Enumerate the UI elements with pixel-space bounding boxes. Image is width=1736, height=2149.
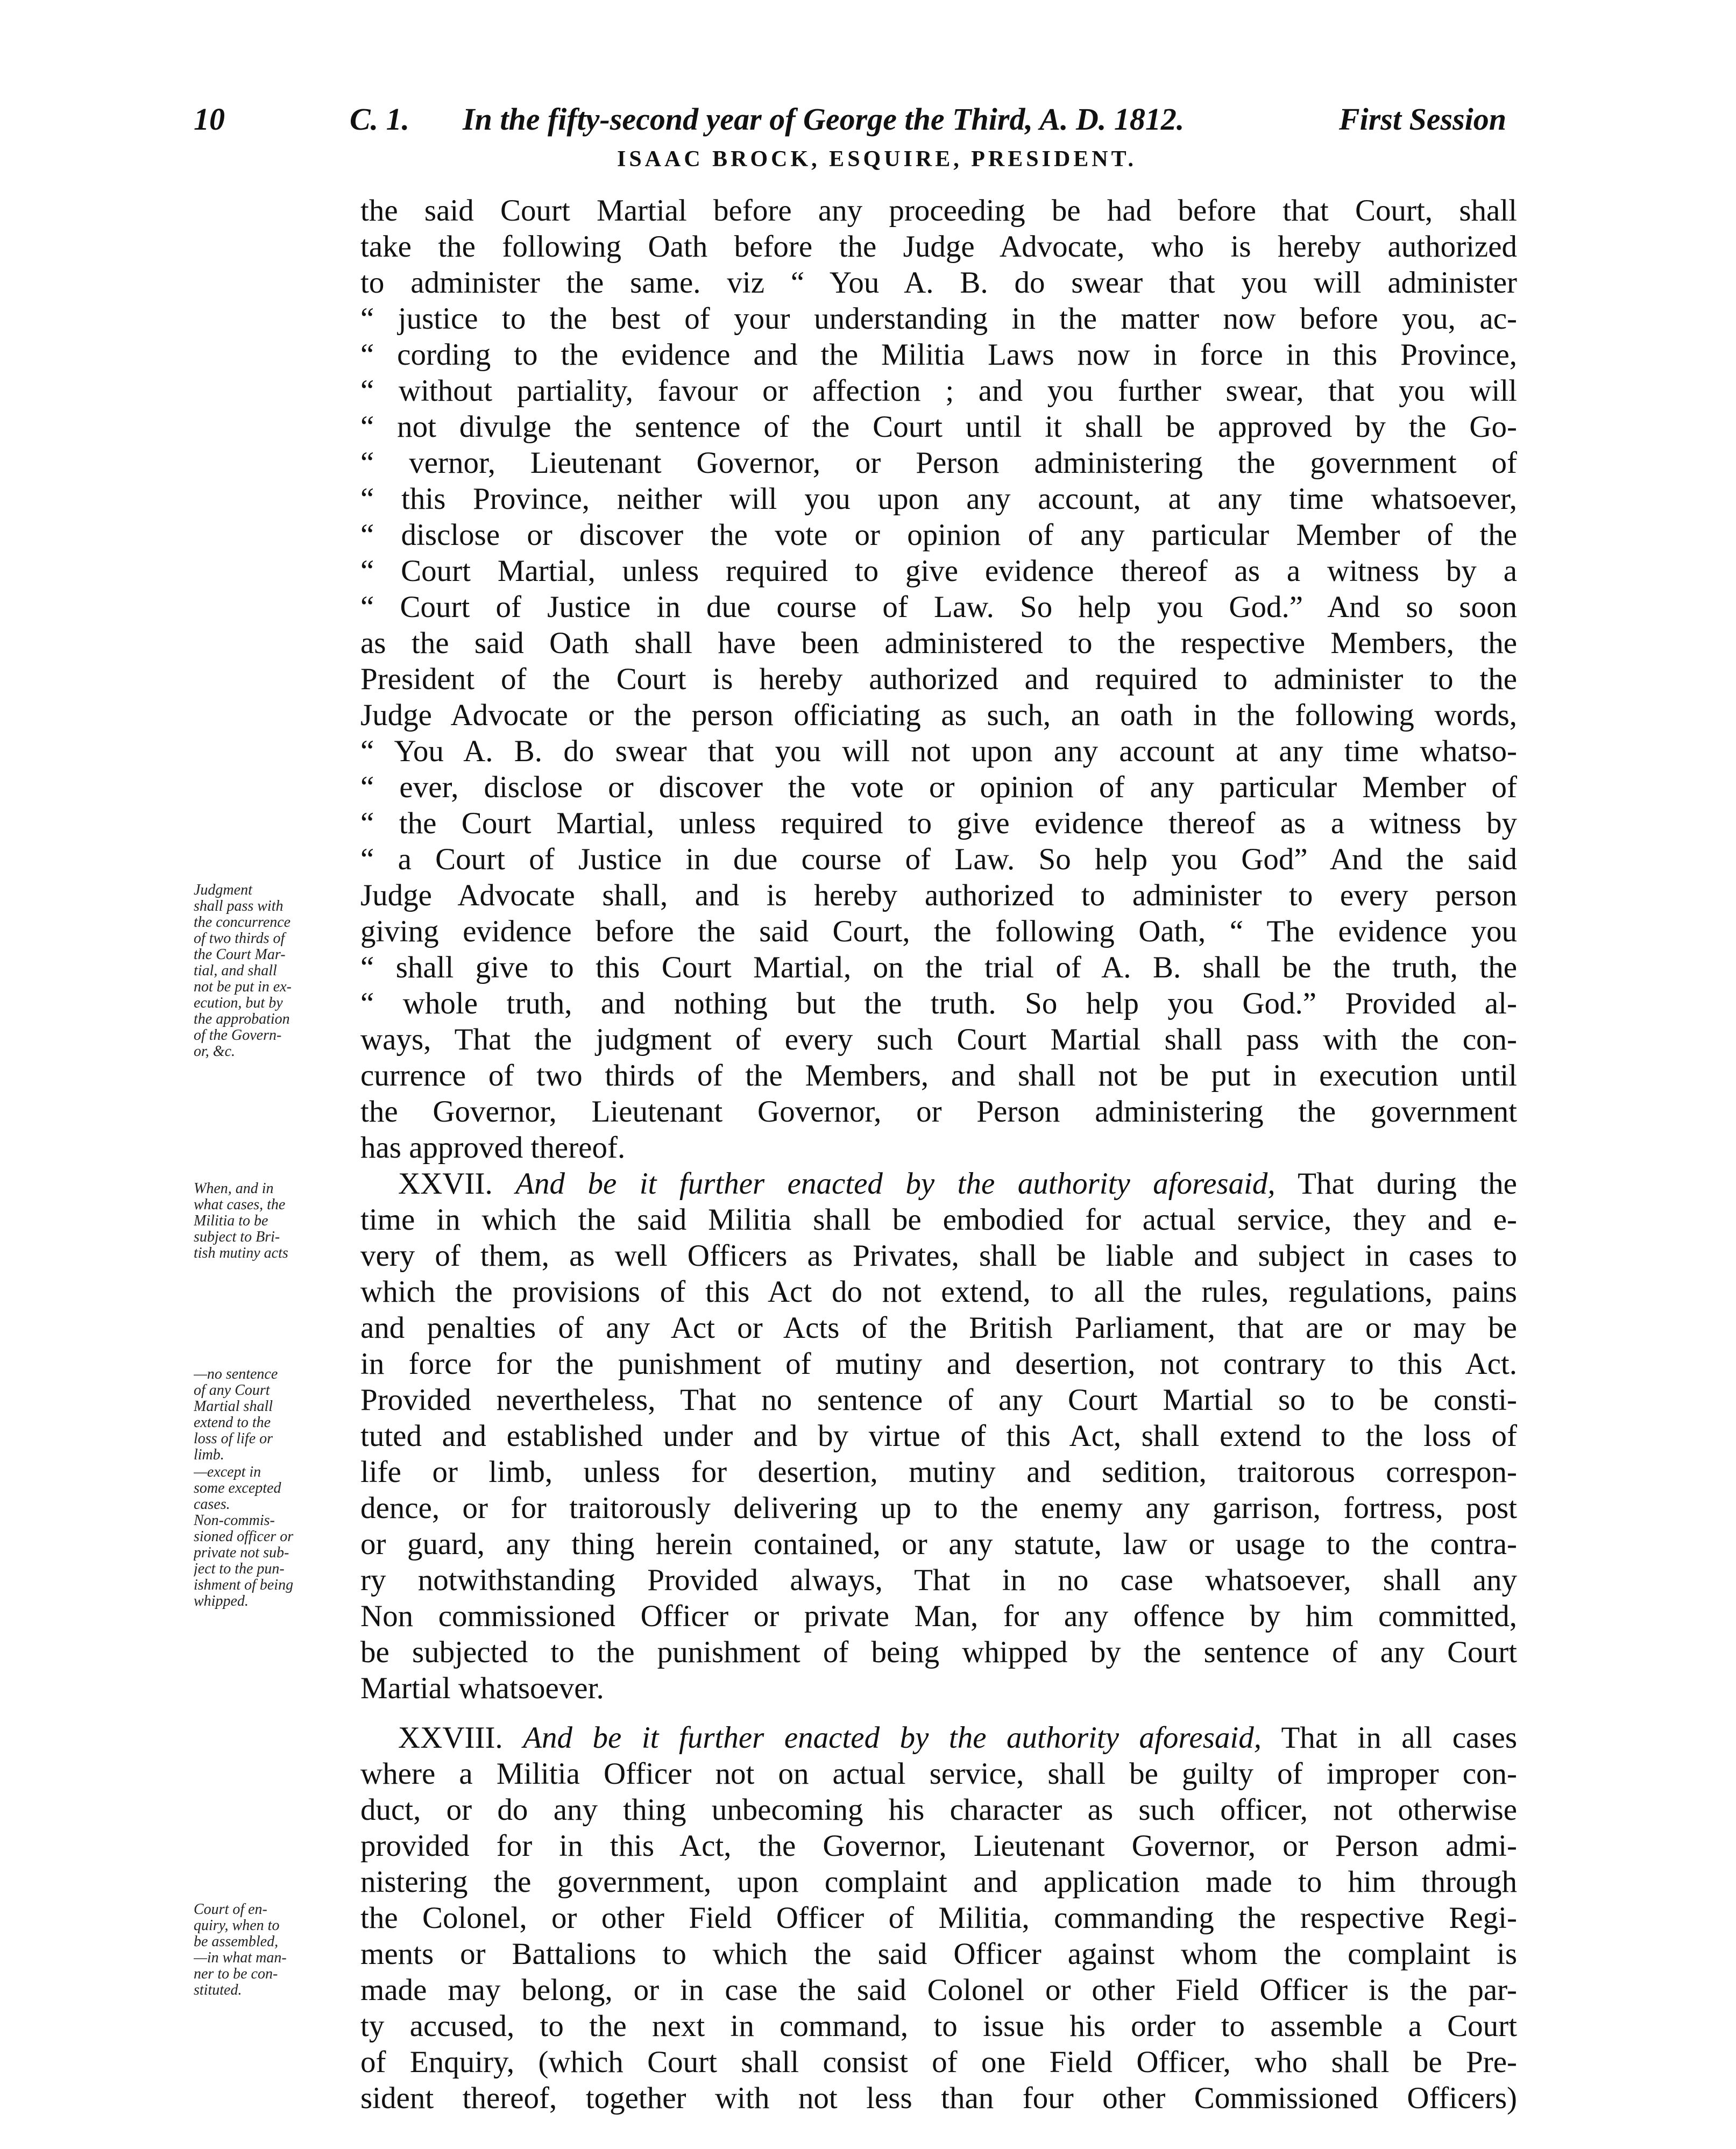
text-line: Non commissioned Officer or private Man, for any offence by him committed,: [360, 1599, 1517, 1633]
margin-note-line: private not sub-: [194, 1545, 289, 1561]
text-line: ments or Battalions to which the said Officer against whom the complaint is: [360, 1937, 1517, 1971]
text-line: Judge Advocate shall, and is hereby authorized to administer to every person: [360, 878, 1517, 912]
margin-note-line: shall pass with: [194, 898, 284, 914]
margin-note-line: Judgment: [194, 882, 252, 898]
text-line: duct, or do any thing unbecoming his character as such officer, not otherwise: [360, 1793, 1517, 1827]
margin-note-line: Court of en-: [194, 1902, 267, 1918]
session-label: First Session: [1338, 102, 1506, 137]
text-line: life or limb, unless for desertion, mutiny and sedition, traitorous correspon-: [360, 1455, 1517, 1489]
text-line: “ Court of Justice in due course of Law. So help you God.” And so soon: [360, 590, 1517, 624]
margin-note-except: [194, 1464, 350, 1513]
margin-note-line: extend to the: [194, 1415, 271, 1431]
text-line: “ this Province, neither will you upon any account, at any time whatsoever,: [360, 482, 1517, 516]
text-line: be subjected to the punishment of being whipped by the sentence of any Court: [360, 1635, 1517, 1669]
text-line: provided for in this Act, the Governor, Lieutenant Governor, or Person admi-: [360, 1829, 1517, 1863]
margin-note-line: loss of life or: [194, 1431, 273, 1447]
margin-note-line: ishment of being: [194, 1577, 294, 1593]
chapter-label: C. 1.: [350, 102, 410, 137]
margin-note-line: subject to Bri-: [194, 1229, 280, 1245]
margin-note-line: of any Court: [194, 1382, 270, 1399]
text-line: “ the Court Martial, unless required to give evidence thereof as a witness by: [360, 806, 1517, 840]
margin-note-line: When, and in: [194, 1181, 274, 1197]
margin-note-line: ner to be con-: [194, 1966, 278, 1982]
text-line: of Enquiry, (which Court shall consist of one Field Officer, who shall be Pre-: [360, 2045, 1517, 2079]
margin-note-line: cases.: [194, 1497, 230, 1513]
text-line: where a Militia Officer not on actual service, shall be guilty of improper con-: [360, 1757, 1517, 1791]
text-line: currence of two thirds of the Members, and shall not be put in execution until: [360, 1059, 1517, 1093]
text-line: and penalties of any Act or Acts of the British Parliament, that are or may be: [360, 1311, 1517, 1345]
text-line: in force for the punishment of mutiny and desertion, not contrary to this Act.: [360, 1347, 1517, 1381]
margin-note-line: some excepted: [194, 1480, 281, 1497]
margin-note-line: Non-commis-: [194, 1513, 275, 1529]
section-28-paragraph: [360, 1756, 1517, 2116]
text-line: Judge Advocate or the person officiating as such, an oath in the following words,: [360, 698, 1517, 732]
margin-note-line: the approbation: [194, 1011, 290, 1027]
text-line: “ disclose or discover the vote or opinion of any particular Member of the: [360, 518, 1517, 552]
text-line: take the following Oath before the Judge Advocate, who is hereby authorized: [360, 230, 1517, 264]
president-line: ISAAC BROCK, ESQUIRE, PRESIDENT.: [617, 147, 1137, 172]
margin-note-mutiny: [194, 1181, 350, 1261]
margin-note-line: Militia to be: [194, 1213, 268, 1229]
enacting-clause: And be it further enacted by the authority aforesaid,: [523, 1721, 1262, 1755]
body-text: [360, 193, 1517, 2116]
section-number: XXVII.: [398, 1167, 493, 1201]
text-line: “ a Court of Justice in due course of Law. So help you God” And the said: [360, 842, 1517, 876]
margin-note-line: the concurrence: [194, 914, 291, 931]
text-line: the said Court Martial before any proceeding be had before that Court, shall: [360, 194, 1517, 228]
margin-note-line: ecution, but by: [194, 995, 283, 1011]
text-line: very of them, as well Officers as Privates, shall be liable and subject in cases to: [360, 1239, 1517, 1273]
text-line: President of the Court is hereby authorized and required to administer to the: [360, 662, 1517, 696]
text-line: “ ever, disclose or discover the vote or opinion of any particular Member of: [360, 770, 1517, 804]
text-line: dence, or for traitorously delivering up to the enemy any garrison, fortress, post: [360, 1491, 1517, 1525]
page-number: 10: [194, 102, 225, 137]
margin-note-line: stituted.: [194, 1982, 242, 1998]
margin-note-non-commissioned: [194, 1513, 350, 1609]
section-28-heading-line: [360, 1720, 1517, 1756]
section-27-paragraph: [360, 1202, 1517, 1706]
text-line: nistering the government, upon complaint and application made to him through: [360, 1865, 1517, 1899]
margin-note-line: whipped.: [194, 1593, 249, 1609]
text-line: “ not divulge the sentence of the Court until it shall be approved by the Go-: [360, 410, 1517, 444]
margin-note-enquiry: [194, 1902, 350, 1998]
text-line: ways, That the judgment of every such Court Martial shall pass with the con-: [360, 1023, 1517, 1056]
text-line: “ You A. B. do swear that you will not upon any account at any time whatso-: [360, 734, 1517, 768]
margin-note-line: tial, and shall: [194, 963, 277, 979]
margin-note-line: of the Govern-: [194, 1027, 282, 1044]
text-line: “ cording to the evidence and the Militia Laws now in force in this Province,: [360, 338, 1517, 372]
enacting-clause: And be it further enacted by the authority aforesaid,: [515, 1167, 1276, 1201]
margin-note-line: not be put in ex-: [194, 979, 292, 995]
margin-note-line: what cases, the: [194, 1197, 286, 1213]
margin-note-line: or, &c.: [194, 1044, 235, 1060]
text-line: the Governor, Lieutenant Governor, or Person administering the government: [360, 1095, 1517, 1129]
text-line: “ justice to the best of your understanding in the matter now before you, ac-: [360, 302, 1517, 336]
margin-note-line: tish mutiny acts: [194, 1245, 288, 1261]
text-line: “ whole truth, and nothing but the truth. So help you God.” Provided al-: [360, 987, 1517, 1020]
header-title: In the fifty-second year of George the Third, A. D. 1812.: [463, 102, 1185, 137]
text-line: as the said Oath shall have been administered to the respective Members, the: [360, 626, 1517, 660]
text-line: made may belong, or in case the said Colonel or other Field Officer is the par-: [360, 1973, 1517, 2007]
text-line: ry notwithstanding Provided always, That in no case whatsoever, shall any: [360, 1563, 1517, 1597]
text-line: “ vernor, Lieutenant Governor, or Person administering the government of: [360, 446, 1517, 480]
margin-note-line: —no sentence: [194, 1366, 278, 1382]
text-line: “ Court Martial, unless required to give evidence thereof as a witness by a: [360, 554, 1517, 588]
section-number: XXVIII.: [398, 1721, 503, 1755]
margin-note-line: quiry, when to: [194, 1918, 280, 1934]
text-line: the Colonel, or other Field Officer of Militia, commanding the respective Regi-: [360, 1901, 1517, 1935]
section-text: That during the: [1298, 1167, 1517, 1201]
margin-note-judgment: [194, 882, 350, 1060]
text-line: sident thereof, together with not less than four other Commissioned Officers): [360, 2081, 1517, 2115]
section-27-heading-line: [360, 1166, 1517, 1202]
margin-note-line: limb.: [194, 1447, 224, 1463]
text-line: tuted and established under and by virtue of this Act, shall extend to the loss of: [360, 1419, 1517, 1453]
margin-note-line: —except in: [194, 1464, 261, 1480]
text-line: giving evidence before the said Court, the following Oath, “ The evidence you: [360, 914, 1517, 948]
text-line: Martial whatsoever.: [360, 1671, 604, 1705]
oath-paragraph: [360, 193, 1517, 1166]
text-line: has approved thereof.: [360, 1131, 626, 1165]
text-line: to administer the same. viz “ You A. B. do swear that you will administer: [360, 266, 1517, 300]
text-line: ty accused, to the next in command, to issue his order to assemble a Court: [360, 2009, 1517, 2043]
text-line: “ shall give to this Court Martial, on the trial of A. B. shall be the truth, the: [360, 951, 1517, 984]
section-text: That in all cases: [1281, 1721, 1517, 1755]
margin-note-line: the Court Mar-: [194, 947, 286, 963]
margin-note-line: —in what man-: [194, 1950, 287, 1966]
margin-note-sentence: [194, 1366, 350, 1463]
text-line: or guard, any thing herein contained, or any statute, law or usage to the contra-: [360, 1527, 1517, 1561]
text-line: which the provisions of this Act do not extend, to all the rules, regulations, pains: [360, 1275, 1517, 1309]
margin-note-line: Martial shall: [194, 1399, 273, 1415]
margin-note-line: be assembled,: [194, 1934, 279, 1950]
margin-note-line: ject to the pun-: [194, 1561, 285, 1577]
text-line: Provided nevertheless, That no sentence of any Court Martial so to be consti-: [360, 1383, 1517, 1417]
text-line: “ without partiality, favour or affection ; and you further swear, that you will: [360, 374, 1517, 408]
text-line: time in which the said Militia shall be embodied for actual service, they and e-: [360, 1203, 1517, 1237]
margin-note-line: of two thirds of: [194, 931, 285, 947]
margin-note-line: sioned officer or: [194, 1529, 294, 1545]
